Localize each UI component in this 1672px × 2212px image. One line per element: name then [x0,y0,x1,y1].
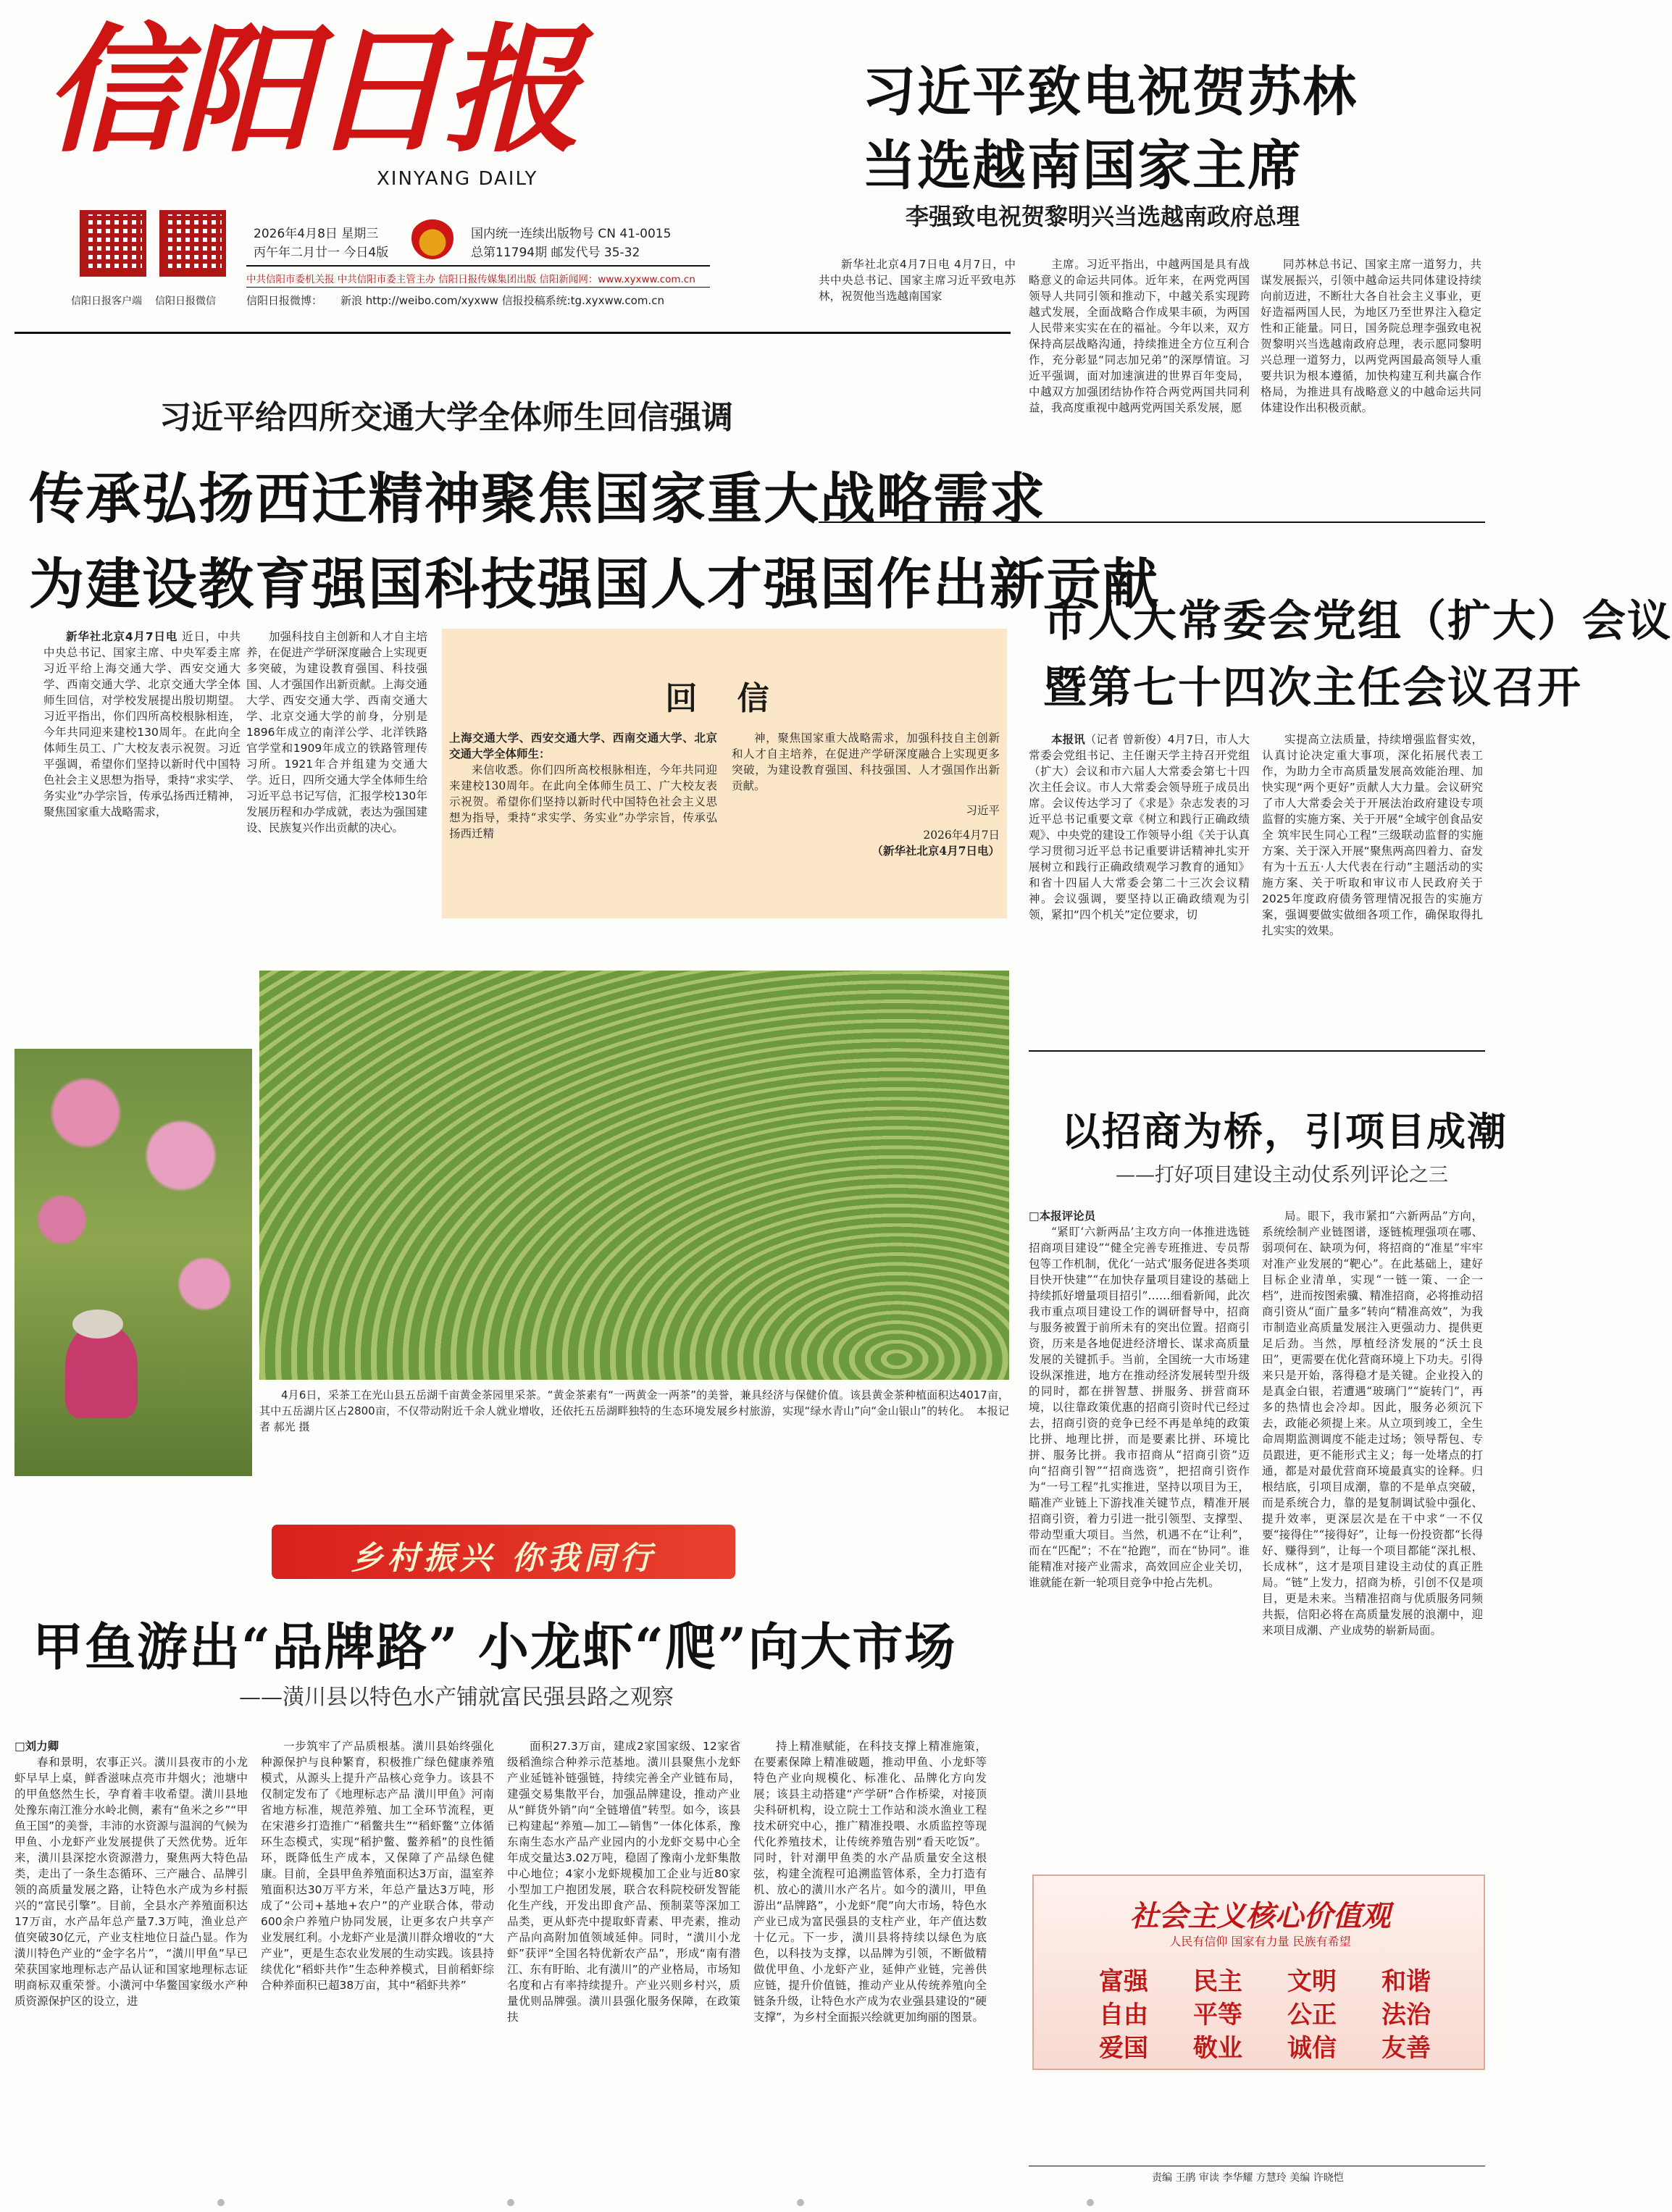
letter-title: 回 信 [665,680,784,717]
value-2: 民主 [1193,1967,1242,1996]
weibo-link[interactable]: 新浪 http://weibo.com/xyxww 信报投稿系统:tg.xyxww.com.cn [340,294,664,307]
letter-box [442,629,1007,918]
rural-banner [272,1525,735,1579]
tea-garden-photo-large [259,971,1009,1380]
npc-rule [1029,1050,1485,1052]
rural-col2: 一步筑牢了产品质根基。潢川县始终强化种源保护与良种繁育，积极推广绿色健康养殖模式，从源头上提升产品核心竞争力。该县不仅制定发布了《地理标志产品 潢川甲鱼》河南省地方标准，规范养殖、加工全环节流程，更在宋港乡打造推广“稻鳖共生”“稻虾鳖”立体循环生态模式，实现“稻护鳖、鳖养稻”的良性循环，既降低生产成本，又保障了产品绿色健康。目前，全县甲鱼养殖面积达3万亩，温室养殖面积达30万平方米，年总产量达3万吨，形成了“公司+基地+农户”的产业联合体，带动600余户养殖户协同发展，让更多农户共享产业发展红利。小龙虾产业是潢川群众增收的“大产业”，更是生态农业发展的生动实践。该县持续优化“稻虾共作”生态种养模式，目前稻虾综合种养面积已超38万亩，其中“稻虾共养” [261,1740,494,1992]
value-4: 和谐 [1382,1967,1431,1996]
tea-garden-photo-small [14,1049,252,1476]
wechat-qr-code-icon[interactable] [159,210,226,277]
commentary-col2: 局。眼下，我市紧扣“六新两品”方向，系统绘制产业链图谱，逐链梳理强项在哪、弱项何在、缺项为何，将招商的“准星”牢牢对准产业发展的“靶心”。在此基础上，建好目标企业清单，实现“一链一策、一企一档”，进而按图索骥、精准招商，必将推动招商引资从“面广量多”转向“精准高效”，为我市制造业高质量发展注入更强动力、提供更足后劲。当然，厚植经济发展的“沃土良田”，更需要在优化营商环境上下功夫。引得来只是开始，落得稳才是关键。企业投入的是真金白银，若遭遇“玻璃门”“旋转门”，再多的热情也会冷却。因此，服务必须沉下去，政能必须提上来。从立项到竣工，全生命周期监测调度不能走过场；领导帮包、专员跟进，更不能形式主义；每一处堵点的打通，都是对最优营商环境最真实的诠释。归根结底，引项目成潮，靠的不是单点突破，而是系统合力，靠的是复制调试验中强化、提升效率，更深层次是在干中求“一不仅要“接得住”“接得好”，让每一份投资都“长得好、赚得到”，让每一个项目都能“深扎根、长成林”，这才是项目建设主动仗的真正胜局。“链”上发力，招商为桥，引创不仅是项目，更是未来。当精准招商与优质服务同频共振，信阳必将在高质量发展的浪潮中，迎来项目成潮、产业成势的崭新局面。 [1262,1210,1483,1637]
top-story-col1: 新华社北京4月7日电 4月7日，中共中央总书记、国家主席习近平致电苏林，祝贺他当选越南国家 [819,258,1016,303]
issue-number: 总第11794期 邮发代号 35-32 [471,246,640,260]
lead-title-line2: 为建设教育强国科技强国人才强国作出新贡献 [29,552,1159,616]
top-story-subtitle: 李强致电祝贺黎明兴当选越南政府总理 [906,203,1300,230]
footer-editors: 责编 王鹃 审读 李华耀 方慧玲 美编 许晓恺 [1152,2172,1344,2184]
value-7: 公正 [1287,2001,1337,2029]
letter-col2: 神，聚焦国家重大战略需求，加强科技自主创新和人才自主培养，在促进产学研深度融合上实现更多突破，为建设教育强国、科技强国、人才强国作出新贡献。 习近平 2026年4月7日 （新华社北京4月7日电） [732,732,1000,858]
nav-dot [797,2199,804,2206]
commentary-author: □本报评论员 [1029,1209,1096,1223]
lead-title-line1: 传承弘扬西迁精神聚焦国家重大战略需求 [29,466,1046,531]
tea-picker-hat [72,1310,123,1338]
rural-col1: □刘力卿 春和景明，农事正兴。潢川县夜市的小龙虾早早上桌，鲜香滋味点亮市井烟火；池塘中的甲鱼悠然生长，孕育着丰收希望。潢川县地处豫东南江淮分水岭北侧，素有“鱼米之乡”“甲鱼王国”的美誉，丰沛的水资源与温润的气候为甲鱼、小龙虾产业发展提供了天然优势。近年来，潢川县深挖水资源潜力，聚焦两大特色品类，走出了一条生态循环、三产融合、品牌引领的高质量发展之路，让特色水产成为乡村振兴的“富民引擎”。目前，全县水产养殖面积达17万亩，水产品年总产量7.3万吨，渔业总产值突破30亿元，产业支柱地位日益凸显。作为潢川特色产业的“金字名片”，“潢川甲鱼”早已荣获国家地理标志产品认证和国家地理标志证明商标双重荣誉。小潢河中华鳖国家级水产种质资源保护区的设立，进 [14,1740,248,2008]
npc-title-line1: 市人大常委会党组（扩大）会议 [1043,596,1672,647]
core-values-box [1032,1874,1485,2070]
top-story-title-line1: 习近平致电祝贺苏林 [862,61,1358,123]
qr-wechat-label: 信阳日报微信 [155,296,216,307]
sponsor-line: 中共信阳市委机关报 中共信阳市委主管主办 信阳日报传媒集团出版 信阳新闻网：www.xyxww.com.cn [246,274,695,285]
value-5: 自由 [1099,2001,1148,2029]
core-values-title: 社会主义核心价值观 [1129,1899,1391,1933]
value-3: 文明 [1287,1967,1337,1996]
commentary-subtitle: ——打好项目建设主动仗系列评论之三 [1116,1164,1448,1186]
photo-caption: 4月6日，采茶工在光山县五岳湖千亩黄金茶园里采茶。“黄金茶素有“一两黄金一两茶”的美誉，兼具经济与保健价值。该县黄金茶种植面积达4017亩，其中五岳湖片区占2800亩，不仅带动附近千余人就业增收，还依托五岳湖畔独特的生态环境发展乡村旅游，实现“绿水青山”向“金山银山”的转化。 本报记者 郝光 摄 [259,1388,1009,1433]
rural-banner-text: 乡村振兴 你我同行 [351,1540,656,1577]
lead-kicker: 习近平给四所交通大学全体师生回信强调 [159,399,733,436]
cn-number: 国内统一连续出版物号 CN 41-0015 [471,227,672,241]
masthead [0,0,840,340]
rural-author: □刘力卿 [14,1740,59,1753]
commentary-col1: □本报评论员 “紧盯‘六新两品’主攻方向一体推进选链招商项目建设”“健全完善专班推进、专员帮包等工作机制，优化‘一站式’服务促进各类项目快开快建”“在加快存量项目建设的基础上持续抓好增量项目招引”……细看新闻，此次我市重点项目建设工作的调研督导中，招商与服务被置于前所未有的突出位置。招商引资，历来是各地促进经济增长、谋求高质量发展的关键抓手。当前，全国统一大市场建设纵深推进，地方在推动经济发展转型升级的同时，都在拼智慧、拼服务、拼营商环境，以往靠政策优惠的招商引资时代已经过去，招商引资的竞争已经不再是单纯的政策比拼、地理比拼，而是要素比拼、环境比拼、服务比拼。我市招商从“招商引资”迈向“招商引智”“招商选资”，把招商引资作为“一号工程”扎实推进，坚持以项目为王，瞄准产业链上下游找准关键节点，精准开展招商引资，着力引进一批引领型、支撑型、带动型重大项目。当然，机遇不在“让利”，而在“匹配”；不在“抢跑”，而在“协同”。谁能精准对接产业需求，高效回应企业关切，谁就能在新一轮项目竞争中抢占先机。 [1029,1209,1250,1589]
rural-col4: 持上精准赋能，在科技支撑上精准施策，在要素保障上精准破题，推动甲鱼、小龙虾等特色产业向规模化、标准化、品牌化方向发展；该县主动搭建“产学研”合作桥梁，对接顶尖科研机构，设立院士工作站和淡水渔业工程技术研究中心，推广精准投喂、水质监控等现代化养殖技术，让传统养殖告别“看天吃饭”。同时，针对潮甲鱼类的水产品质量安全这根弦，构建全流程可追溯监管体系，全力打造有机、放心的潢川水产名片。如今的潢川，甲鱼游出“品牌路”，小龙虾“爬”向大市场，特色水产业已成为富民强县的支柱产业，年产值达数十亿元。下一步，潢川县将持续以绿色为底色，以科技为支撑，以品牌为引领，不断做精做优甲鱼、小龙虾产业，延伸产业链，完善供应链，提升价值链，推动产业从传统养殖向全链条升级，让特色水产成为农业强县建设的“硬支撑”，为乡村全面振兴绘就更加绚丽的图景。 [753,1740,987,2024]
lunar-date: 丙午年二月廿一 今日4版 [254,246,389,260]
value-11: 诚信 [1287,2034,1337,2063]
npc-col1: 本报讯（记者 曾新俊）4月7日，市人大常委会党组书记、主任谢天学主持召开党组（扩大）会议和市六届人大常委会第七十四次主任会议。市人大常委会领导班子成员出席。会议传达学习了《求是》杂志发表的习近平总书记重要文章《树立和践行正确政绩观》、中央党的建设工作领导小组《关于认真学习贯彻习近平总书记重要讲话精神扎实开展树立和践行正确政绩观学习教育的通知》和省十四届人大常委会第二十三次会议精神。会议强调，要坚持以正确政绩观为引领，紧扣“四个机关”定位要求，切 [1029,733,1250,921]
rural-subtitle: ——潢川县以特色水产铺就富民强县路之观察 [239,1685,674,1710]
app-qr-code-icon[interactable] [80,210,146,277]
value-9: 爱国 [1099,2034,1148,2063]
top-story-col3: 同苏林总书记、国家主席一道努力，共谋发展振兴，引领中越命运共同体建设持续向前迈进，不断壮大各自社会主义事业，更好造福两国人民，为地区乃至世界注入稳定性和正能量。同日，国务院总理李强致电祝贺黎明兴当选越南政府总理，表示愿同黎明兴总理一道努力，以两党两国最高领导人重要共识为根本遵循，加快构建互利共赢合作格局，为推进具有战略意义的中越命运共同体建设作出积极贡献。 [1261,258,1481,414]
value-1: 富强 [1099,1967,1148,1996]
masthead-english: XINYANG DAILY [377,168,538,190]
value-12: 友善 [1382,2034,1431,2063]
value-8: 法治 [1382,2001,1431,2029]
sun-logo-icon [411,217,453,259]
page-nav-dots [0,2195,1508,2209]
npc-title-line2: 暨第七十四次主任会议召开 [1043,663,1582,713]
weibo-label: 信阳日报微博： [246,294,323,307]
value-10: 敬业 [1193,2034,1242,2063]
qr-app-label: 信阳日报客户端 [71,296,142,307]
rural-col3: 面积27.3万亩，建成2家国家级、12家省级稻渔综合种养示范基地。潢川县聚焦小龙虾产业延链补链强链，持续完善全产业链布局，建强交易集散平台，加强品牌建设，推动产业从“鲜货外销”向“全链增值”转型。如今，该县已构建起“养殖—加工—销售”一体化体系，豫东南生态水产品产业园内的小龙虾交易中心全年成交量达3.02万吨，稳固了豫南小龙虾集散中心地位；4家小龙虾规模加工企业与近80家小型加工户抱团发展，联合农科院校研发智能化生产线，开发出即食产品、预制菜等深加工品类，更从虾壳中提取虾青素、甲壳素，推动产品向高附加值领域延伸。同时，“潢川小龙虾”获评“全国名特优新农产品”，形成“南有潜江、东有盱眙、北有潢川”的产业格局，市场知名度和占有率持续提升。产业兴则乡村兴，质量优则品牌强。潢川县强化服务保障，在政策扶 [507,1740,740,2024]
nav-dot [1087,2199,1094,2206]
lead-dateline: 新华社北京4月7日电 [66,630,178,643]
npc-dateline: 本报讯 [1051,733,1085,746]
lead-col2: 加强科技自主创新和人才自主培养，在促进产学研深度融合上实现更多突破，为建设教育强国、科技强国、人才强国作出新贡献。上海交通大学、西安交通大学、西南交通大学、北京交通大学的前身，分别是1896年成立的南洋公学、北洋铁路官学堂和1909年成立的铁路管理传习所。1921年合并组建为交通大学。近日，四所交通大学全体师生给习近平总书记写信，汇报学校130年发展历程和办学成就，表达为强国建设、民族复兴作出贡献的决心。 [246,630,427,834]
npc-col2: 实提高立法质量，持续增强监督实效，认真讨论决定重大事项，深化拓展代表工作，为助力全市高质量发展高效能治理、加快实现“两个更好”贡献人大力量。会议研究了市人大常委会关于开展法治政府建设专项监督的实施方案、关于开展“全域宇创食品安全 筑牢民生同心工程”三级联动监督的实施方案、关于深入开展“聚焦两高四着力、奋发有为十五五·人大代表在行动”主题活动的实施方案、关于听取和审议市人民政府关于2025年度政府债务管理情况报告的实施方案，强调要做实做细各项工作，确保取得扎扎实实的效果。 [1262,733,1483,937]
top-story-col2: 主席。习近平指出，中越两国是具有战略意义的命运共同体。近年来，在两党两国领导人共同引领和推动下，中越关系实现跨越式发展，全面战略合作成果丰硕，为两国人民带来实实在在的福祉。今年以来，双方保持高层战略沟通，持续推进全方位互利合作，充分彰显“同志加兄弟”的深厚情谊。习近平强调，面对加速演进的世界百年变局，中越双方加强团结协作符合两党两国共同利益，我高度重视中越两党两国关系发展，愿 [1029,258,1250,414]
commentary-title: 以招商为桥，引项目成潮 [1061,1108,1508,1155]
top-story-title-line2: 当选越南国家主席 [862,135,1303,197]
masthead-rule-2 [246,287,710,288]
core-values-sub: 人民有信仰 国家有力量 民族有希望 [1169,1935,1351,1948]
masthead-rule [246,265,710,267]
nav-dot [507,2199,514,2206]
masthead-logo: 信阳日报 [43,9,577,171]
lead-col1: 新华社北京4月7日电 近日，中共中央总书记、国家主席、中央军委主席习近平给上海交通大学、西安交通大学、西南交通大学、北京交通大学全体师生回信，对学校发展提出殷切期望。习近平指出，你们四所高校根脉相连，今年共同迎来建校130周年。在此向全体师生员工、广大校友表示祝贺。习近平强调，希望你们坚持以新时代中国特色社会主义思想为指导，秉持“求实学、务实业”办学宗旨，传承弘扬西迁精神，聚焦国家重大战略需求， [43,630,241,818]
value-6: 平等 [1193,2001,1242,2029]
issue-date: 2026年4月8日 星期三 [254,227,379,241]
lead-top-rule [14,332,1011,334]
letter-col1: 上海交通大学、西安交通大学、西南交通大学、北京交通大学全体师生： 来信收悉。你们四所高校根脉相连，今年共同迎来建校130周年。在此向全体师生员工、广大校友表示祝贺。希望你们坚持以新时代中国特色社会主义思想为指导，秉持“求实学、务实业”办学宗旨，传承弘扬西迁精 [449,731,717,840]
rural-title: 甲鱼游出“品牌路” 小龙虾“爬”向大市场 [33,1617,957,1677]
nav-dot [217,2199,225,2206]
photo-credit: 本报记者 郝光 摄 [259,1404,1009,1433]
